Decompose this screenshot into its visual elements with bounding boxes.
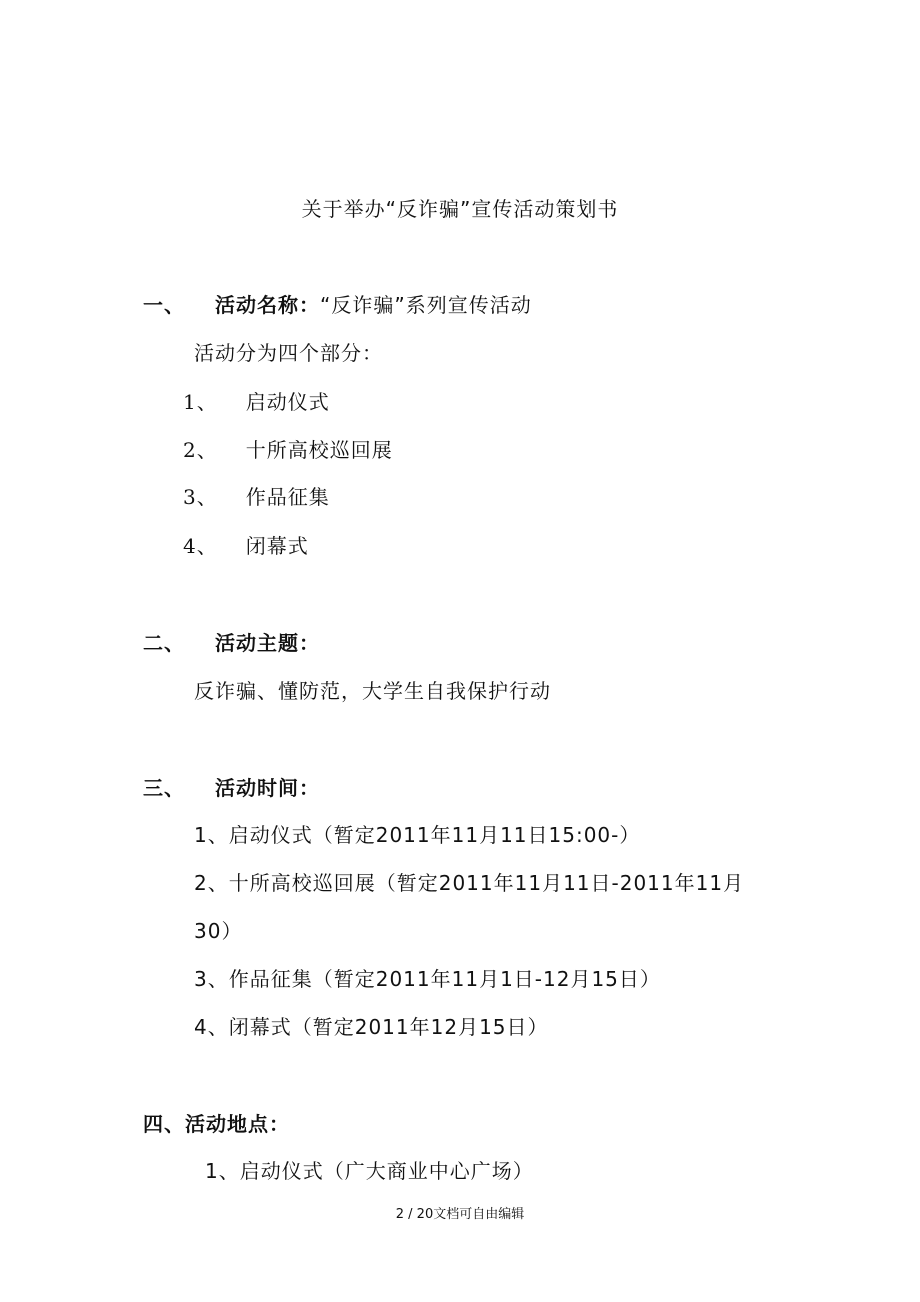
section-1-heading [143, 292, 532, 318]
section-2-heading [143, 630, 320, 656]
section-2-label: 活动主题： [215, 631, 320, 655]
section-1-label: 活动名称： [215, 293, 320, 317]
section-1-intro: 活动分为四个部分： [194, 341, 383, 365]
section-1-number: 一、 [143, 293, 185, 317]
schedule-line: 4、闭幕式（暂定2011年12月15日） [194, 1015, 549, 1039]
section-2-number: 二、 [143, 631, 185, 655]
schedule-line: 3、作品征集（暂定2011年11月1日-12月15日） [194, 967, 661, 991]
list-item-text: 十所高校巡回展 [245, 438, 393, 462]
list-item [183, 437, 393, 463]
section-4-label: 四、活动地点： [143, 1112, 290, 1136]
list-item-number: 4、 [183, 534, 218, 558]
list-item [183, 484, 330, 510]
schedule-line: 1、启动仪式（暂定2011年11月11日15:00-） [194, 823, 641, 847]
list-item [183, 389, 330, 415]
list-item-number: 2、 [183, 438, 218, 462]
list-item-text: 闭幕式 [245, 534, 309, 558]
section-4-heading [143, 1111, 290, 1137]
list-item-number: 3、 [183, 485, 218, 509]
schedule-line: 2、十所高校巡回展（暂定2011年11月11日-2011年11月 [194, 871, 745, 895]
list-item [183, 533, 309, 559]
document-title: 关于举办“反诈骗”宣传活动策划书 [301, 197, 619, 221]
section-3-heading [143, 775, 320, 801]
schedule-line: 30） [194, 919, 243, 943]
location-line: 1、启动仪式（广大商业中心广场） [205, 1159, 534, 1183]
page-footer: 2 / 20文档可自由编辑 [395, 1207, 525, 1222]
list-item-number: 1、 [183, 390, 218, 414]
list-item-text: 作品征集 [245, 485, 330, 509]
section-2-body: 反诈骗、懂防范，大学生自我保护行动 [194, 679, 551, 703]
section-1-value: “反诈骗”系列宣传活动 [320, 293, 532, 317]
section-3-number: 三、 [143, 776, 185, 800]
section-3-label: 活动时间： [215, 776, 320, 800]
list-item-text: 启动仪式 [245, 390, 330, 414]
